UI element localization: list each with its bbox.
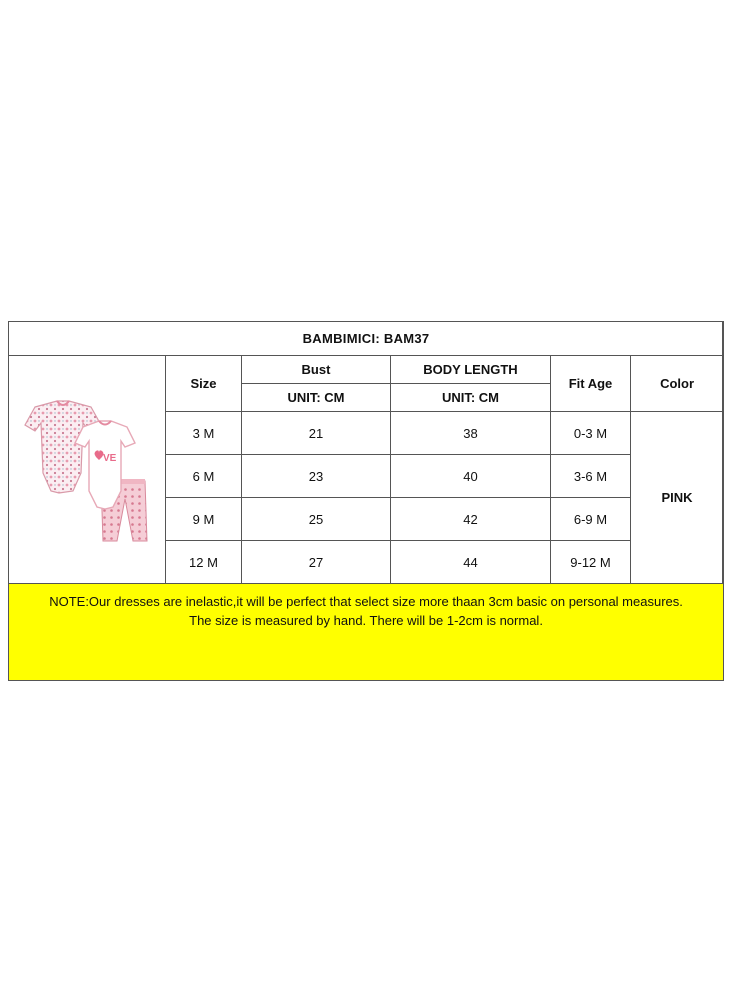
- bust-cell: 25: [242, 498, 391, 541]
- age-cell: 9-12 M: [551, 541, 631, 584]
- size-cell: 12 M: [166, 541, 242, 584]
- bust-cell: 27: [242, 541, 391, 584]
- note-line-1: NOTE:Our dresses are inelastic,it will be perfect that select size more thaan 3cm basic on personal measures.: [49, 594, 683, 609]
- size-cell: 6 M: [166, 455, 242, 498]
- body-length-header: BODY LENGTH: [391, 356, 551, 384]
- color-header: Color: [631, 356, 724, 412]
- bodysuit-print: VE: [103, 452, 117, 464]
- note-line-2: The size is measured by hand. There will be 1-2cm is normal.: [189, 613, 543, 628]
- age-cell: 0-3 M: [551, 412, 631, 455]
- length-cell: 44: [391, 541, 551, 584]
- bust-header: Bust: [242, 356, 391, 384]
- length-unit: UNIT: CM: [391, 384, 551, 412]
- size-chart: [8, 321, 723, 678]
- chart-title: BAMBIMICI: BAM37: [9, 322, 724, 356]
- size-cell: 3 M: [166, 412, 242, 455]
- age-cell: 6-9 M: [551, 498, 631, 541]
- age-cell: 3-6 M: [551, 455, 631, 498]
- color-cell: PINK: [631, 412, 724, 584]
- size-header: Size: [166, 356, 242, 412]
- note-box: [9, 584, 724, 681]
- bust-cell: 21: [242, 412, 391, 455]
- fit-age-header: Fit Age: [551, 356, 631, 412]
- length-cell: 42: [391, 498, 551, 541]
- baby-outfit-illustration: [17, 395, 157, 545]
- product-image: [9, 356, 166, 584]
- bust-unit: UNIT: CM: [242, 384, 391, 412]
- bust-cell: 23: [242, 455, 391, 498]
- length-cell: 38: [391, 412, 551, 455]
- length-cell: 40: [391, 455, 551, 498]
- size-cell: 9 M: [166, 498, 242, 541]
- size-table: [8, 321, 724, 681]
